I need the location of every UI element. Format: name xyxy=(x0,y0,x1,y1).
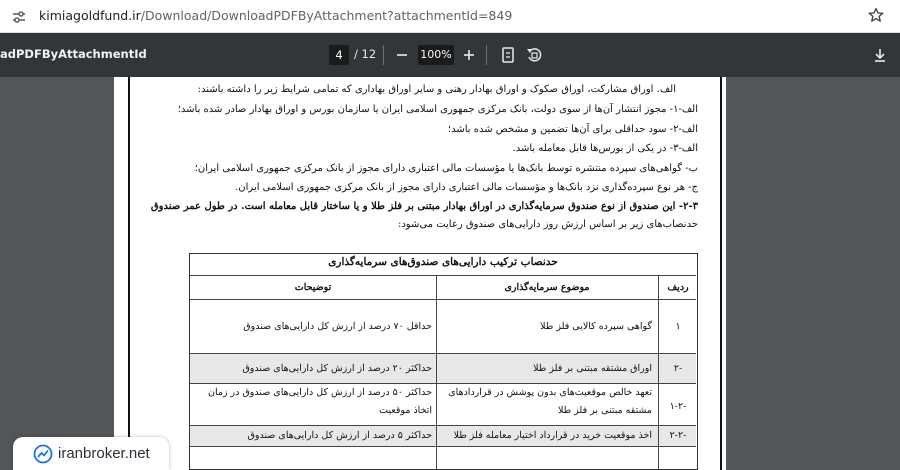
col-header-subject: موضوع سرمایه‌گذاری xyxy=(504,282,590,293)
doc-line: ج- هر نوع سپرده‌گذاری نزد بانک‌ها و مؤسسات مالی اعتباری دارای مجوز از بانک مرکزی جمهوری اسلامی ایران. xyxy=(235,182,698,193)
row-number: -۲ xyxy=(673,363,683,374)
row-notes-line: حداکثر ۵۰ درصد از ارزش کل دارایی‌های صندوق در زمان xyxy=(207,387,432,398)
doc-line: حدنصاب‌های زیر بر اساس ارزش روز دارایی‌های صندوق رعایت می‌شود: xyxy=(397,219,698,230)
table-col-rule xyxy=(436,275,437,470)
doc-line: الف-۱- مجوز انتشار آن‌ها از سوی دولت، بانک مرکزی جمهوری اسلامی ایران یا سازمان بورس و اوراق بهادار صادر شده باشد؛ xyxy=(177,104,698,115)
allocation-table xyxy=(189,253,698,470)
watermark-text: iranbroker.net xyxy=(58,445,150,462)
doc-line: الف-۲- سود حداقلی برای آن‌ها تضمین و مشخص شده باشد؛ xyxy=(447,124,698,135)
url-host: kimiagoldfund.ir xyxy=(39,8,141,23)
row-subject: گواهی سپرده کالایی فلز طلا xyxy=(540,321,652,332)
pdf-toolbar xyxy=(0,33,900,77)
toolbar-divider xyxy=(383,45,384,65)
download-icon[interactable] xyxy=(870,45,890,65)
page-border-right xyxy=(720,77,722,470)
page-number-input[interactable]: 4 xyxy=(329,45,349,65)
table-rule xyxy=(190,425,696,426)
col-header-notes: توضیحات xyxy=(294,282,332,293)
page-total: / 12 xyxy=(354,47,377,61)
row-notes: حداکثر ۵ درصد از ارزش کل دارایی‌های صندوق xyxy=(247,430,432,441)
row-number: -۱-۲ xyxy=(669,401,687,412)
row-notes-line: اتخاذ موقعیت xyxy=(379,405,432,416)
pdf-viewer[interactable] xyxy=(0,77,900,470)
col-header-row: ردیف xyxy=(667,282,689,293)
zoom-in-icon[interactable] xyxy=(459,45,479,65)
row-notes: حداقل ۷۰ درصد از ارزش کل دارایی‌های صندوق xyxy=(243,321,432,332)
row-subject: اوراق مشتقه مبتنی بر فلز طلا xyxy=(533,363,652,374)
table-title: حدنصاب ترکیب دارایی‌های صندوق‌های سرمایه‌گذاری xyxy=(328,256,558,268)
doc-line: ۲-۳- این صندوق از نوع صندوق سرمایه‌گذاری در اوراق بهادار مبتنی بر فلز طلا و یا ساختار قابل معامله است. در طول عمر صندوق xyxy=(150,201,698,212)
row-notes: حداکثر ۲۰ درصد از ارزش کل دارایی‌های صندوق xyxy=(242,363,432,374)
row-subject-line: تعهد خالص موقعیت‌های بدون پوشش در قراردادهای xyxy=(448,387,652,398)
rotate-icon[interactable] xyxy=(524,45,544,65)
doc-line: ب- گواهی‌های سپرده منتشره توسط بانک‌ها یا مؤسسات مالی اعتباری دارای مجوز از بانک مرکزی جمهوری اسلامی ایران؛ xyxy=(194,163,698,174)
document-title: adPDFByAttachmentId xyxy=(0,47,147,61)
doc-line: الف-۳- در یکی از بورس‌ها قابل معامله باشد. xyxy=(512,143,698,154)
table-rule xyxy=(190,275,696,276)
zoom-out-icon[interactable] xyxy=(392,45,412,65)
chart-logo-icon xyxy=(33,444,53,464)
table-rule xyxy=(190,299,696,300)
watermark-badge xyxy=(13,437,169,470)
address-bar[interactable] xyxy=(0,0,900,33)
row-number: ۱ xyxy=(675,321,681,332)
table-rule xyxy=(190,353,696,354)
doc-line: الف. اوراق مشارکت، اوراق صکوک و اوراق بهادار رهنی و سایر اوراق بهاداری که تمامی شرایط زیر را داشته باشند: xyxy=(197,84,676,95)
zoom-level-input[interactable]: 100% xyxy=(418,45,454,65)
site-info-icon[interactable] xyxy=(11,9,27,25)
page-border-left xyxy=(128,77,130,470)
fit-to-page-icon[interactable] xyxy=(498,45,518,65)
row-subject-line: مشتقه مبتنی بر فلز طلا xyxy=(557,405,652,416)
table-rule xyxy=(190,446,696,447)
toolbar-divider xyxy=(486,45,487,65)
pdf-page xyxy=(114,77,726,470)
bookmark-star-icon[interactable] xyxy=(868,7,884,23)
url-text[interactable] xyxy=(39,8,512,23)
row-number: -۲-۲ xyxy=(669,430,687,441)
row-subject: اخذ موقعیت خرید در قرارداد اختیار معامله فلز طلا xyxy=(453,430,652,441)
table-rule xyxy=(190,383,696,384)
url-path: /Download/DownloadPDFByAttachment?attachmentId=849 xyxy=(140,8,513,23)
